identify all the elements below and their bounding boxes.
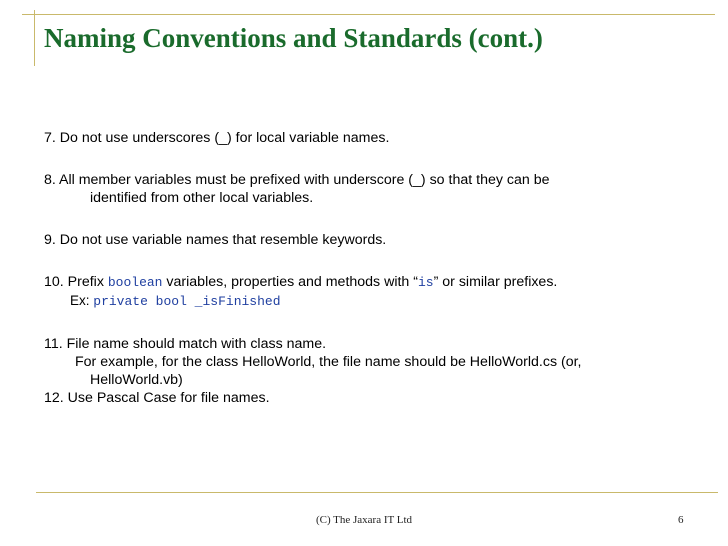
item-11-example-line2: HelloWorld.vb) [90,372,183,388]
top-rule [22,14,715,15]
item-10-middle: variables, properties and methods with “ [162,274,418,290]
left-rule [34,10,35,66]
slide-body [44,129,684,407]
item-10-prefix: 10. Prefix [44,274,108,290]
bottom-rule [36,492,718,493]
item-11-example-line1: For example, for the class HelloWorld, the file name should be HelloWorld.cs (or, [75,354,582,370]
slide-title: Naming Conventions and Standards (cont.) [44,23,543,53]
example-label: Ex: [70,293,94,308]
code-boolean: boolean [107,275,163,290]
item-8-line1: 8. All member variables must be prefixed with underscore (_) so that they can be [44,172,550,188]
item-10-suffix: ” or similar prefixes. [433,274,558,290]
item-7: 7. Do not use underscores (_) for local variable names. [44,130,390,146]
footer-copyright: (C) The Jaxara IT Ltd [315,514,413,526]
item-11: 11. File name should match with class name. [44,336,327,352]
code-is: is [417,275,434,290]
example-code: private bool _isFinished [93,294,281,309]
item-10 [44,273,684,292]
item-8-line2: identified from other local variables. [90,190,314,206]
item-9: 9. Do not use variable names that resemble keywords. [44,232,387,248]
example-line [44,292,684,311]
item-12: 12. Use Pascal Case for file names. [44,390,270,406]
page-number: 6 [678,514,684,526]
